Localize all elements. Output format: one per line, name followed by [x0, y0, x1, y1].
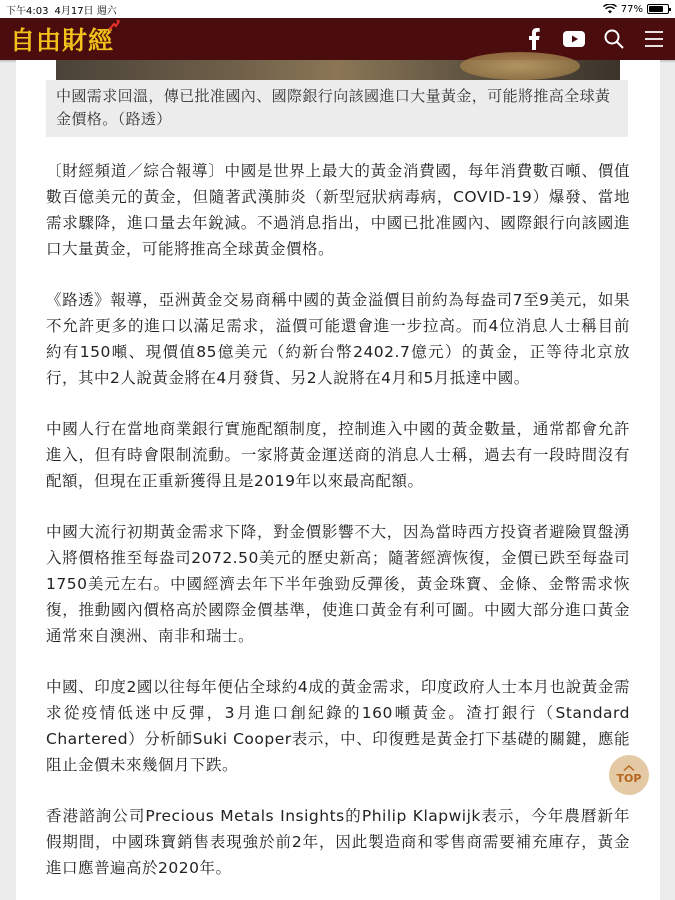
status-bar	[0, 0, 675, 18]
facebook-icon[interactable]	[523, 28, 545, 50]
youtube-icon[interactable]	[563, 28, 585, 50]
battery-icon	[647, 4, 669, 14]
battery-level	[649, 6, 663, 12]
gold-coin-image	[460, 52, 580, 80]
search-icon[interactable]	[603, 28, 625, 50]
article-paragraph: 《路透》報導，亞洲黃金交易商稱中國的黃金溢價目前約為每盎司7至9美元，如果不允許更多的進口以滿足需求，溢價可能還會進一步拉高。而4位消息人士稱目前約有150噸、現價值85億美元（約新台幣2402.7億元）的黃金，正等待北京放行，其中2人說黃金將在4月發貨、另2人說將在4月和5月抵達中國。	[46, 291, 630, 387]
photo-caption: 中國需求回溫，傳已批准國內、國際銀行向該國進口大量黃金，可能將推高全球黃金價格。（路透）	[46, 80, 628, 137]
chevron-up-icon	[623, 765, 635, 771]
top-label: TOP	[616, 772, 642, 785]
article-card	[16, 60, 660, 900]
article-paragraph: 香港諮詢公司Precious Metals Insights的Philip Klapwijk表示，今年農曆新年假期間，中國珠寶銷售表現強於前2年，因此製造商和零售商需要補充庫存，黃金進口應普遍高於2020年。	[46, 807, 630, 877]
site-logo[interactable]	[10, 21, 114, 57]
menu-icon[interactable]	[643, 28, 665, 50]
back-to-top-button[interactable]	[609, 755, 649, 795]
article-paragraph: 〔財經頻道／綜合報導〕中國是世界上最大的黃金消費國，每年消費數百噸、價值數百億美元的黃金，但隨著武漢肺炎（新型冠狀病毒病，COVID-19）爆發、當地需求驟降，進口量去年銳減。不過消息指出，中國已批准國內、國際銀行向該國進口大量黃金，可能將推高全球黃金價格。	[46, 162, 630, 258]
article-paragraph: 中國人行在當地商業銀行實施配額制度，控制進入中國的黃金數量，通常都會允許進入，但有時會限制流動。一家將黃金運送商的消息人士稱，過去有一段時間沒有配額，但現在正重新獲得且是2019年以來最高配額。	[46, 420, 630, 490]
site-header	[0, 18, 675, 60]
article-paragraph: 中國大流行初期黃金需求下降，對金價影響不大，因為當時西方投資者避險買盤湧入將價格推至每盎司2072.50美元的歷史新高；隨著經濟恢復，金價已跌至每盎司1750美元左右。中國經濟去年下半年強勁反彈後，黃金珠寶、金條、金幣需求恢復，推動國內價格高於國際金價基準，使進口黃金有利可圖。中國大部分進口黃金通常來自澳洲、南非和瑞士。	[46, 523, 630, 645]
article-photo	[56, 60, 620, 80]
battery-percent: 77%	[620, 3, 643, 15]
wifi-icon	[603, 4, 617, 14]
logo-arrow-icon	[108, 19, 120, 31]
logo-text: 自由財經	[10, 26, 115, 55]
status-date: 4月17日 週六	[54, 5, 117, 17]
article-body	[46, 158, 630, 900]
article-paragraph: 中國、印度2國以往每年便佔全球約4成的黃金需求，印度政府人士本月也說黃金需求從疫情低迷中反彈，3月進口創紀錄的160噸黃金。渣打銀行（Standard Chartered）分析師Suki Cooper表示，中、印復甦是黃金打下基礎的關鍵，應能阻止金價未來幾個月下跌。	[46, 678, 630, 774]
status-time: 下午4:03	[6, 5, 49, 17]
